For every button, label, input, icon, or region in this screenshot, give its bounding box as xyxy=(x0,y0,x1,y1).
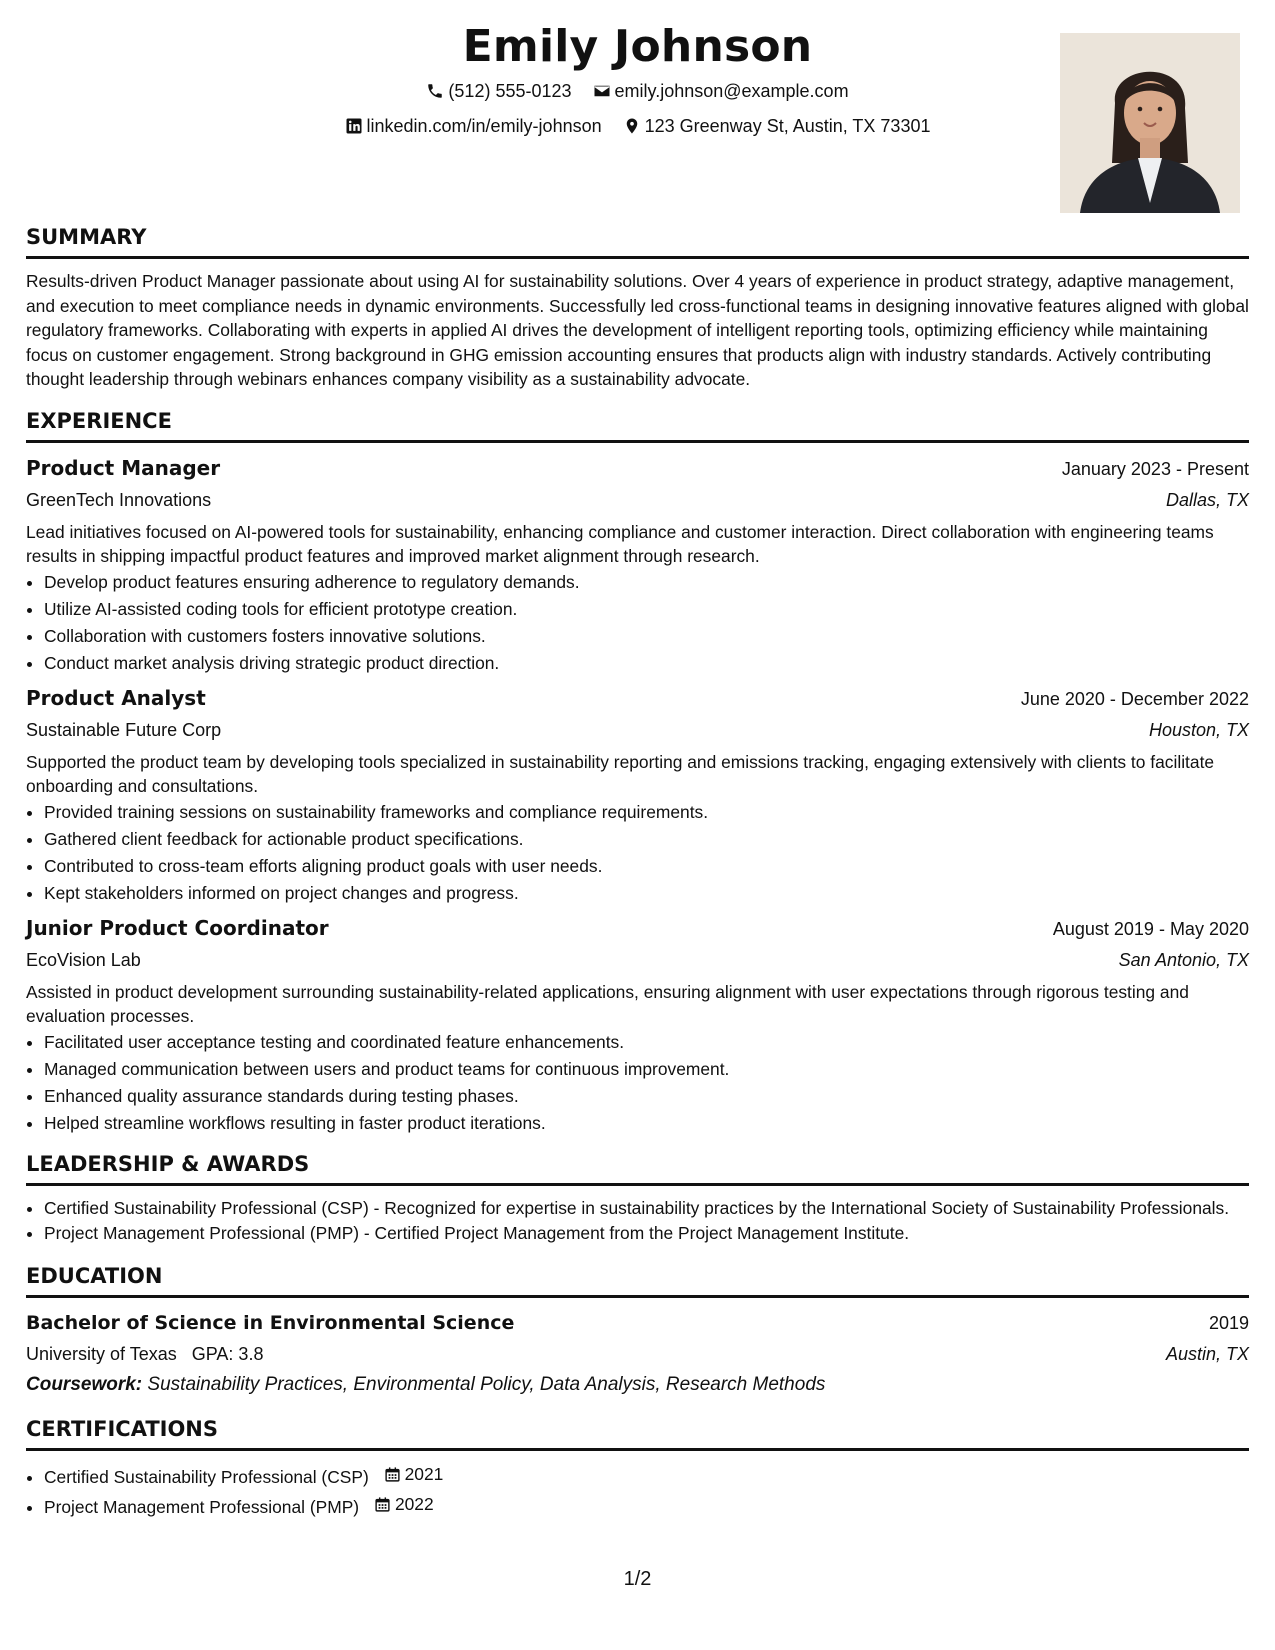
certification-name: Project Management Professional (PMP) xyxy=(44,1496,360,1517)
list-item: • Enhanced quality assurance standards during testing phases. xyxy=(44,1083,1249,1110)
coursework xyxy=(26,1370,1249,1400)
education-section xyxy=(26,1261,1249,1400)
degree-name: Bachelor of Science in Environmental Science xyxy=(26,1311,515,1334)
address-text: 123 Greenway St, Austin, TX 73301 xyxy=(644,116,931,136)
graduation-year: 2019 xyxy=(1208,1312,1249,1333)
leadership-section xyxy=(26,1149,1249,1247)
phone-contact xyxy=(426,76,571,106)
map-pin-icon xyxy=(623,117,641,135)
section-title-education: EDUCATION xyxy=(26,1261,1249,1298)
job-title: Product Manager xyxy=(26,455,221,480)
list-item: • Kept stakeholders informed on project changes and progress. xyxy=(44,880,1249,907)
company-name: GreenTech Innovations xyxy=(26,489,212,510)
linkedin-icon xyxy=(345,117,363,135)
job-description: Supported the product team by developing tools specialized in sustainability reporting and emissions tracking, engaging extensively with clients to facilitate onboarding and consultations. xyxy=(26,751,1215,796)
address-contact xyxy=(623,111,931,141)
linkedin-contact[interactable] xyxy=(345,111,602,141)
section-title-leadership: LEADERSHIP & AWARDS xyxy=(26,1149,1249,1186)
job-entry xyxy=(26,913,1249,1137)
leadership-list xyxy=(26,1196,1249,1247)
job-location: Dallas, TX xyxy=(1165,489,1249,510)
calendar-icon xyxy=(374,1496,391,1513)
coursework-label: Coursework: xyxy=(26,1373,143,1395)
list-item: • Provided training sessions on sustainability frameworks and compliance requirements. xyxy=(44,799,1249,826)
job-title: Product Analyst xyxy=(26,685,206,710)
company-name: EcoVision Lab xyxy=(26,949,141,970)
list-item: • Develop product features ensuring adherence to regulatory demands. xyxy=(44,569,1249,596)
list-item: • Certified Sustainability Professional (CSP) - Recognized for expertise in sustainability practices by the International Society of Sustainability Professionals. xyxy=(44,1196,1249,1220)
certifications-section xyxy=(26,1414,1249,1521)
company-name: Sustainable Future Corp xyxy=(26,719,222,740)
job-bullets xyxy=(26,1029,1249,1137)
linkedin-url[interactable]: linkedin.com/in/emily-johnson xyxy=(366,116,602,136)
email-contact[interactable] xyxy=(593,76,849,106)
job-bullets xyxy=(26,569,1249,677)
summary-section xyxy=(26,222,1249,392)
job-dates: June 2020 - December 2022 xyxy=(1020,688,1249,709)
phone-number: (512) 555-0123 xyxy=(448,81,572,101)
job-entry xyxy=(26,683,1249,907)
summary-text: Results-driven Product Manager passionate about using AI for sustainability solutions. Over 4 years of experience in product strategy, adaptive management, and execution to meet compliance needs in dynamic environments. Successfully led cross-functional teams in designing innovative features aligned with global regulatory frameworks. Collaborating with experts in applied AI drives the development of intelligent reporting tools, optimizing efficiency while maintaining focus on customer engagement. Strong background in GHG emission accounting ensures that products align with industry standards. Actively contributing thought leadership through webinars enhances company visibility as a sustainability advocate. xyxy=(26,271,1249,389)
job-location: San Antonio, TX xyxy=(1118,949,1249,970)
list-item: • Helped streamline workflows resulting in faster product iterations. xyxy=(44,1110,1249,1137)
list-item: • Managed communication between users and product teams for continuous improvement. xyxy=(44,1056,1249,1083)
job-location: Houston, TX xyxy=(1148,719,1249,740)
experience-section xyxy=(26,406,1249,1137)
coursework-list: Sustainability Practices, Environmental Policy, Data Analysis, Research Methods xyxy=(147,1373,826,1395)
certifications-list xyxy=(26,1461,1249,1521)
list-item: • Collaboration with customers fosters innovative solutions. xyxy=(44,623,1249,650)
portrait-illustration xyxy=(1060,33,1240,213)
list-item: • Facilitated user acceptance testing and coordinated feature enhancements. xyxy=(44,1029,1249,1056)
certification-year: 2021 xyxy=(404,1463,444,1484)
list-item: • Utilize AI-assisted coding tools for efficient prototype creation. xyxy=(44,596,1249,623)
candidate-name: Emily Johnson xyxy=(462,21,813,72)
section-title-certifications: CERTIFICATIONS xyxy=(26,1414,1249,1451)
resume-body xyxy=(26,222,1249,1521)
school-name: University of Texas xyxy=(26,1343,177,1364)
profile-photo xyxy=(1060,33,1240,213)
job-dates: January 2023 - Present xyxy=(1061,458,1249,479)
envelope-icon xyxy=(593,82,611,100)
job-description: Lead initiatives focused on AI-powered tools for sustainability, enhancing compliance and customer interaction. Direct collaboration with engineering teams results in shipping impactful product features and improved market alignment through research. xyxy=(26,521,1214,566)
job-bullets xyxy=(26,799,1249,907)
job-description: Assisted in product development surrounding sustainability-related applications, ensuring alignment with user expectations through rigorous testing and evaluation processes. xyxy=(26,981,1189,1026)
school-location: Austin, TX xyxy=(1165,1343,1249,1364)
list-item: • Project Management Professional (PMP) - Certified Project Management from the Project Management Institute. xyxy=(44,1220,1249,1247)
job-entry xyxy=(26,453,1249,677)
list-item: • Gathered client feedback for actionable product specifications. xyxy=(44,826,1249,853)
certification-date xyxy=(374,1491,434,1518)
job-title: Junior Product Coordinator xyxy=(26,915,329,940)
certification-name: Certified Sustainability Professional (CSP) xyxy=(44,1466,369,1487)
list-item: • Conduct market analysis driving strategic product direction. xyxy=(44,650,1249,677)
section-title-summary: SUMMARY xyxy=(26,222,1249,259)
calendar-icon xyxy=(384,1466,401,1483)
phone-icon xyxy=(426,82,444,100)
list-item xyxy=(44,1491,1249,1521)
email-address[interactable]: emily.johnson@example.com xyxy=(614,81,849,101)
list-item: • Contributed to cross-team efforts aligning product goals with user needs. xyxy=(44,853,1249,880)
list-item xyxy=(44,1461,1249,1491)
certification-year: 2022 xyxy=(394,1493,434,1514)
section-title-experience: EXPERIENCE xyxy=(26,406,1249,443)
job-dates: August 2019 - May 2020 xyxy=(1052,918,1249,939)
certification-date xyxy=(384,1461,444,1488)
school-info xyxy=(26,1338,263,1370)
page-number: 1/2 xyxy=(623,1568,652,1590)
gpa: GPA: 3.8 xyxy=(191,1343,264,1364)
